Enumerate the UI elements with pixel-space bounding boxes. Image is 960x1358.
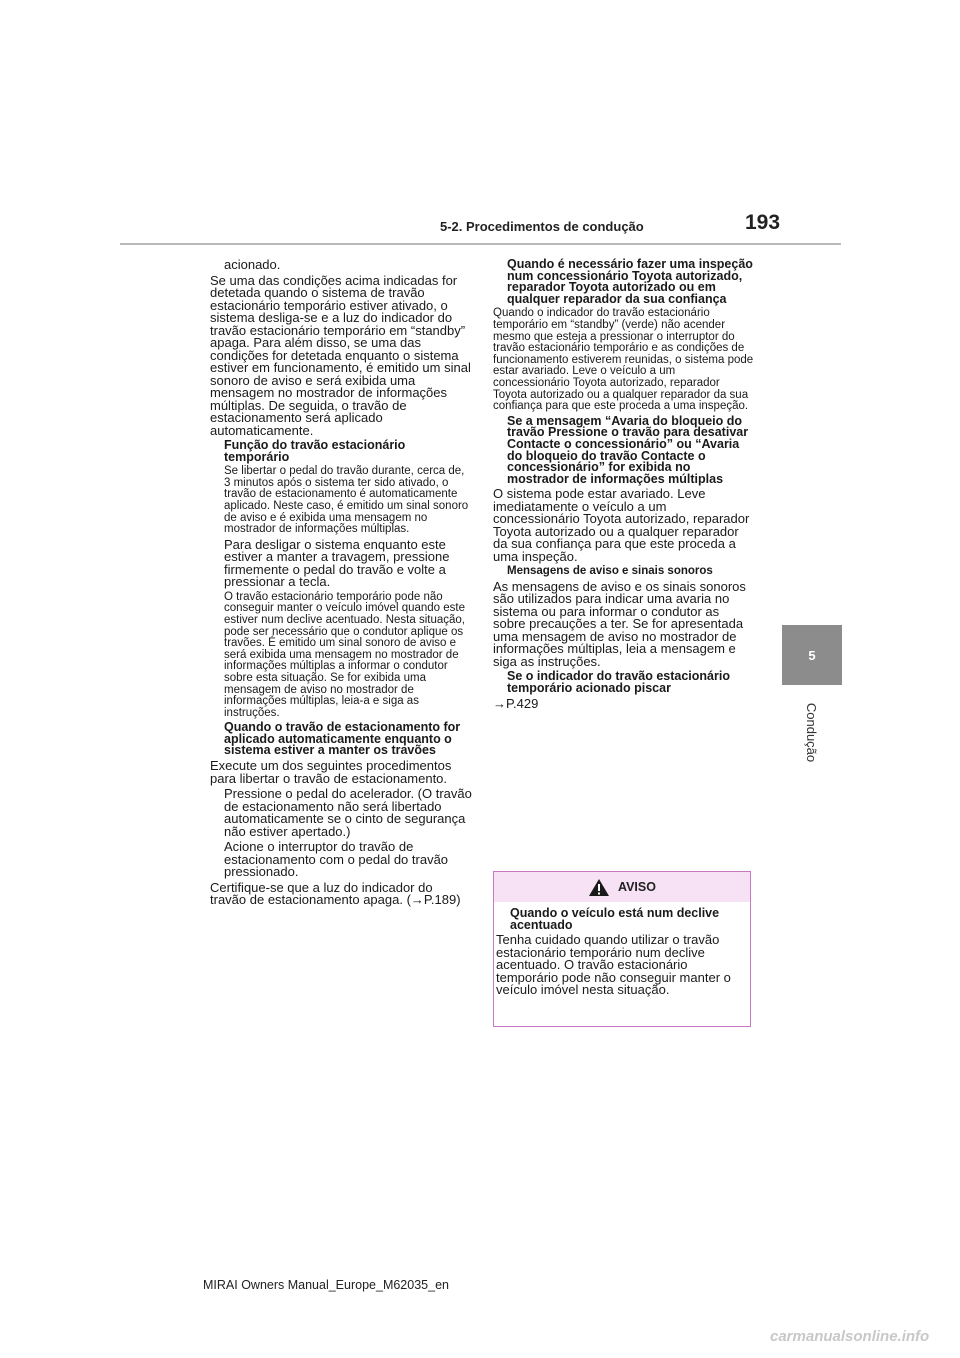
warning-triangle-icon	[588, 878, 610, 897]
chapter-label-container	[770, 690, 854, 774]
subheading: Quando é necessário fazer uma inspeção num concessionário Toyota autorizado, reparador Toyota autorizado ou em qualquer reparador da sua confiança	[507, 257, 753, 306]
paragraph: Acione o interruptor do travão de estacionamento com o pedal do travão pressionado.	[224, 839, 449, 880]
paragraph: Quando o indicador do travão estacionário temporário em “standby” (verde) não acender mesmo que esteja a pressionar o interruptor do travão estacionário temporário e as condições de funcionamento estiverem reunidas, o sistema pode estar avariado. Leve o veículo a um concessionário Toyota autorizado, reparador Toyota autorizado ou a qualquer reparador da sua confiança para que este proceda a uma inspeção.	[493, 307, 754, 413]
chapter-tab	[782, 625, 842, 685]
subheading: Função do travão estacionário temporário	[224, 438, 406, 464]
warning-title: AVISO	[618, 880, 656, 894]
watermark: carmanualsonline.info	[770, 1328, 930, 1345]
paragraph: Pressione o pedal do acelerador. (O travão de estacionamento não será libertado automaticamente se o cinto de segurança não estiver apertado.)	[224, 786, 472, 839]
subheading: Mensagens de aviso e sinais sonoros	[507, 565, 713, 578]
subheading: Se a mensagem “Avaria do bloqueio do travão Pressione o travão para desativar Contacte o concessionário” ou “Avaria do bloqueio do travão Contacte o concessionário” for exibida no mostrador de informações múltiplas	[507, 413, 749, 486]
paragraph: Se uma das condições acima indicadas for detetada quando o sistema de travão estacionário temporário estiver ativado, o sistema desliga-se e a luz do indicador do travão estacionário temporário em “standby” apaga. Para além disso, se uma das condições for detetada enquanto o sistema estiver em funcionamento, é emitido um sinal sonoro de aviso e será exibida uma mensagem no mostrador de informações múltiplas. De seguida, o travão de estacionamento será aplicado automaticamente.	[210, 272, 471, 438]
footer-text: MIRAI Owners Manual_Europe_M62035_en	[203, 1278, 449, 1292]
page-number: 193	[745, 211, 781, 234]
paragraph: acionado.	[224, 257, 281, 272]
left-column	[210, 259, 472, 910]
subheading: Se o indicador do travão estacionário temporário acionado piscar	[507, 669, 730, 695]
paragraph: Execute um dos seguintes procedimentos para libertar o travão de estacionamento.	[210, 758, 452, 786]
chapter-number: 5	[808, 647, 816, 663]
warning-heading: Quando o veículo está num declive acentuado	[510, 906, 720, 932]
warning-text: Tenha cuidado quando utilizar o travão estacionário temporário num declive acentuado. O travão estacionário temporário pode não conseguir manter o veículo imóvel nesta situação.	[496, 932, 731, 998]
subheading: Quando o travão de estacionamento for aplicado automaticamente enquanto o sistema estiver a manter os travões	[224, 720, 461, 758]
warning-body	[494, 902, 750, 997]
right-column	[493, 259, 755, 713]
header-divider	[120, 243, 841, 245]
paragraph: Para desligar o sistema enquanto este estiver a manter a travagem, pressione firmemente o pedal do travão e volte a pressionar a tecla.	[224, 536, 450, 590]
section-title: 5-2. Procedimentos de condução	[440, 219, 644, 234]
cross-reference: →P.429	[493, 695, 539, 711]
paragraph: O travão estacionário temporário pode não conseguir manter o veículo imóvel quando este estiver num declive acentuado. Nesta situação, pode ser necessário que o condutor aplique os travões. É emitido um sinal sonoro de aviso e será exibida uma mensagem no mostrador de informações múltiplas a informar o condutor sobre esta situação. Se for exibida uma mensagem de aviso no mostrador de informações múltiplas, leia-a e siga as instruções.	[224, 590, 466, 719]
chapter-label: Condução	[804, 702, 820, 762]
paragraph: O sistema pode estar avariado. Leve imediatamente o veículo a um concessionário Toyota autorizado, reparador Toyota autorizado ou a qualquer reparador da sua confiança para que este proceda a uma inspeção.	[493, 486, 750, 564]
warning-header	[494, 872, 750, 902]
warning-box	[493, 871, 751, 1027]
paragraph: As mensagens de aviso e os sinais sonoros são utilizados para indicar uma avaria no sistema ou para informar o condutor as sobre precauções a ter. Se for apresentada uma mensagem de aviso no mostrador de informações múltiplas, leia a mensagem e siga as instruções.	[493, 578, 746, 669]
paragraph: Certifique-se que a luz do indicador do travão de estacionamento apaga. (→P.189)	[210, 879, 461, 908]
paragraph: Se libertar o pedal do travão durante, cerca de, 3 minutos após o sistema ter sido ativado, o travão de estacionamento é automaticamente aplicado. Neste caso, é emitido um sinal sonoro de aviso e é exibida uma mensagem no mostrador de informações múltiplas.	[224, 465, 469, 536]
